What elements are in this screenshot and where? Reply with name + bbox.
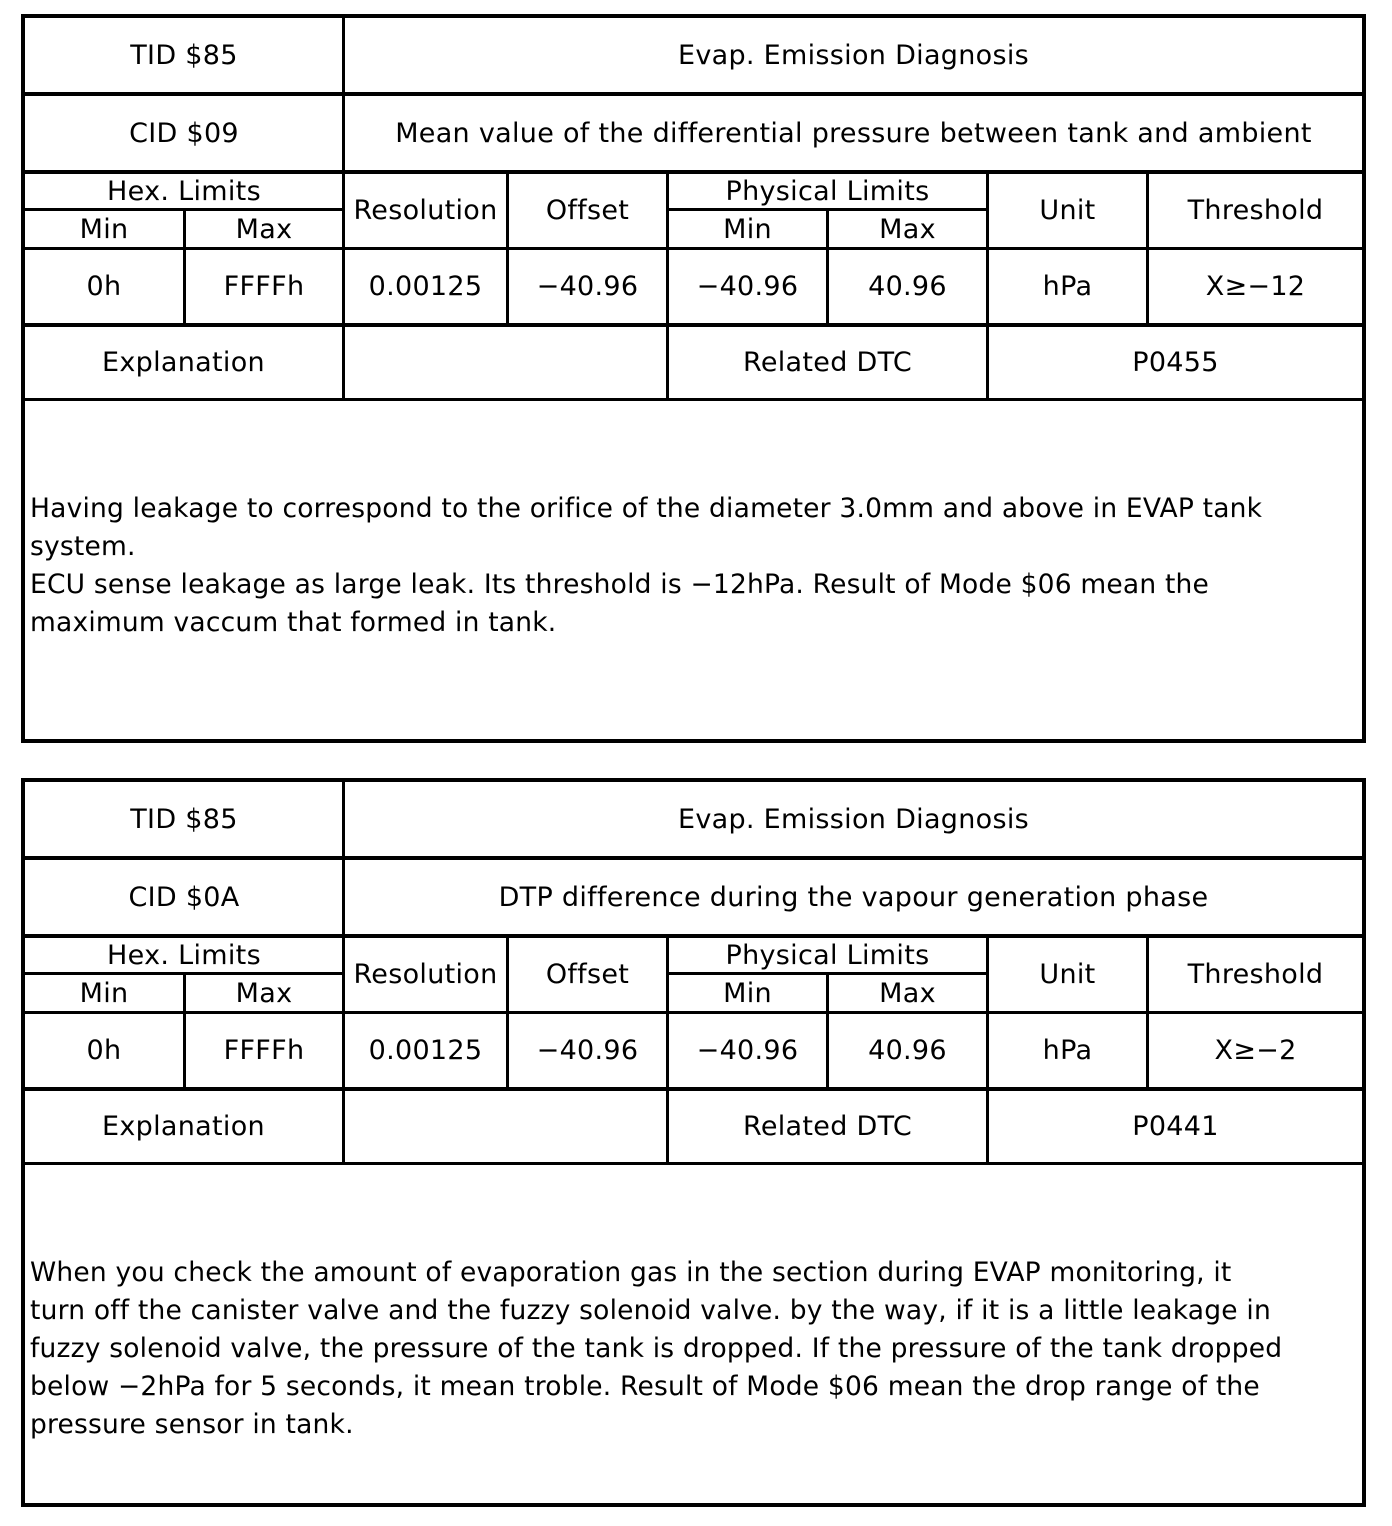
tid-cell: TID $85 bbox=[130, 39, 238, 71]
tid-cell: TID $85 bbox=[130, 803, 238, 835]
explanation-text: Having leakage to correspond to the orifice of the diameter 3.0mm and above in EVAP tank system. ECU sense leakage as large leak. Its threshold is −12hPa. Result of Mode $06 mean the maximum vaccum that formed in tank. bbox=[30, 493, 1263, 638]
cid-cell: CID $09 bbox=[129, 117, 239, 149]
offset-header: Offset bbox=[545, 195, 630, 226]
physical-limits-header: Physical Limits bbox=[725, 175, 930, 207]
offset-header: Offset bbox=[545, 959, 630, 990]
threshold-header: Threshold bbox=[1187, 195, 1324, 226]
hex-max-value: FFFFh bbox=[223, 1035, 305, 1066]
component-description-cell: Mean value of the differential pressure between tank and ambient bbox=[395, 117, 1312, 149]
phys-max-value: 40.96 bbox=[868, 271, 947, 302]
explanation-label: Explanation bbox=[102, 347, 265, 378]
phys-min-header: Min bbox=[723, 977, 772, 1009]
hex-max-value: FFFFh bbox=[223, 271, 305, 302]
test-table-2 bbox=[21, 778, 1366, 1507]
hex-min-header: Min bbox=[79, 977, 129, 1009]
phys-min-value: −40.96 bbox=[696, 1035, 799, 1066]
rule bbox=[25, 1162, 1362, 1165]
component-description-cell: DTP difference during the vapour generation phase bbox=[498, 881, 1209, 913]
related-dtc-value: P0455 bbox=[1132, 347, 1219, 378]
test-name-cell: Evap. Emission Diagnosis bbox=[677, 803, 1030, 835]
offset-value: −40.96 bbox=[536, 271, 639, 302]
test-name-cell: Evap. Emission Diagnosis bbox=[677, 39, 1030, 71]
threshold-value: X≥−2 bbox=[1214, 1035, 1297, 1066]
unit-value: hPa bbox=[1042, 1035, 1093, 1066]
hex-limits-header: Hex. Limits bbox=[107, 939, 261, 971]
explanation-label: Explanation bbox=[102, 1111, 265, 1142]
hex-min-value: 0h bbox=[86, 271, 122, 302]
hex-min-header: Min bbox=[79, 213, 129, 245]
hex-max-header: Max bbox=[235, 977, 293, 1009]
cid-cell: CID $0A bbox=[128, 881, 240, 913]
offset-value: −40.96 bbox=[536, 1035, 639, 1066]
threshold-header: Threshold bbox=[1187, 959, 1324, 990]
phys-max-header: Max bbox=[879, 977, 936, 1009]
physical-limits-header: Physical Limits bbox=[725, 939, 930, 971]
threshold-value: X≥−12 bbox=[1205, 271, 1306, 302]
phys-max-header: Max bbox=[879, 213, 936, 245]
explanation-text: When you check the amount of evaporation gas in the section during EVAP monitoring, it turn off the canister valve and the fuzzy solenoid valve. by the way, if it is a little leakage in fuzzy solenoid valve, the pressure of the tank is dropped. If the pressure of the tank dropped below −2hPa for 5 seconds, it mean troble. Result of Mode $06 mean the drop range of the pressure sensor in tank. bbox=[30, 1257, 1283, 1440]
unit-header: Unit bbox=[1039, 195, 1096, 226]
resolution-value: 0.00125 bbox=[368, 271, 483, 302]
related-dtc-label: Related DTC bbox=[743, 1111, 912, 1142]
phys-min-header: Min bbox=[723, 213, 772, 245]
phys-min-value: −40.96 bbox=[696, 271, 799, 302]
resolution-header: Resolution bbox=[353, 959, 498, 990]
unit-header: Unit bbox=[1039, 959, 1096, 990]
test-table-1 bbox=[21, 14, 1366, 743]
unit-value: hPa bbox=[1042, 271, 1093, 302]
rule bbox=[25, 398, 1362, 401]
resolution-value: 0.00125 bbox=[368, 1035, 483, 1066]
phys-max-value: 40.96 bbox=[868, 1035, 947, 1066]
related-dtc-value: P0441 bbox=[1132, 1111, 1219, 1142]
explanation-value bbox=[345, 327, 666, 398]
related-dtc-label: Related DTC bbox=[743, 347, 912, 378]
hex-max-header: Max bbox=[235, 213, 293, 245]
hex-min-value: 0h bbox=[86, 1035, 122, 1066]
hex-limits-header: Hex. Limits bbox=[107, 175, 261, 207]
explanation-value bbox=[345, 1091, 666, 1162]
resolution-header: Resolution bbox=[353, 195, 498, 226]
